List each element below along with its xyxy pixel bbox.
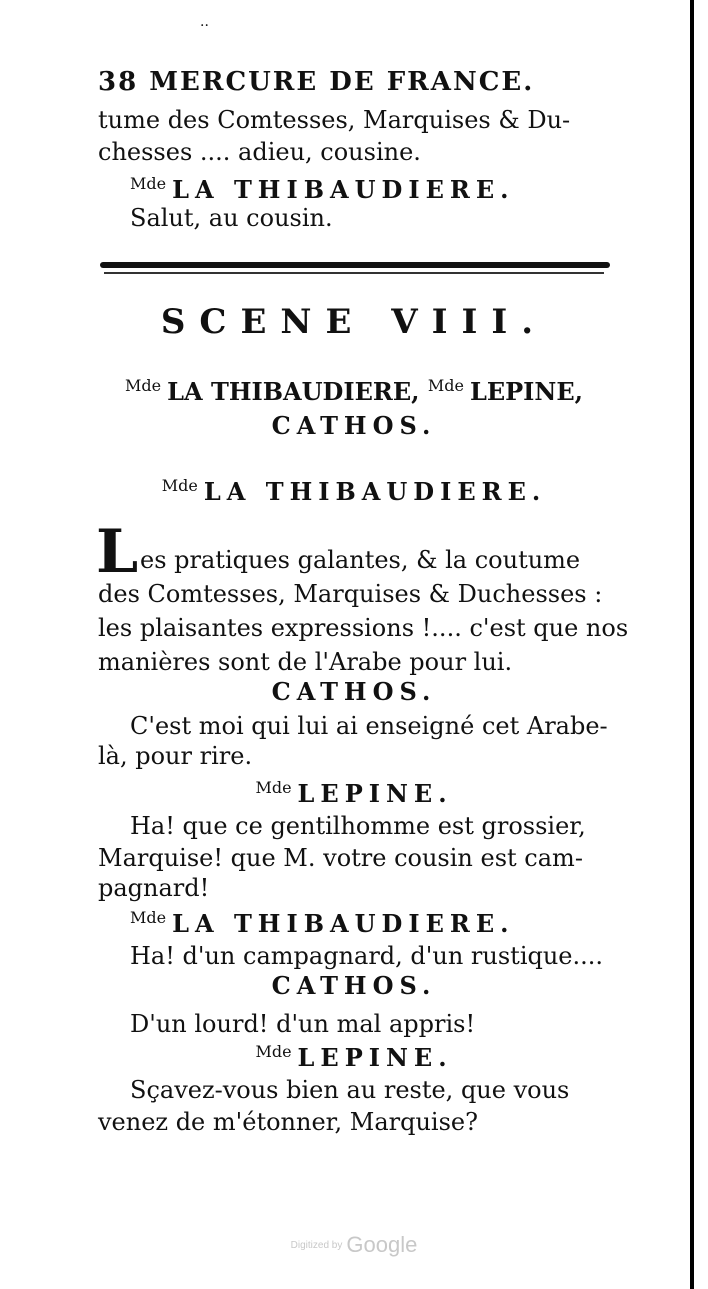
speaker-heading <box>0 774 708 808</box>
speaker-title: Mde <box>255 778 292 797</box>
speaker-heading <box>0 1038 708 1072</box>
text-line: pagnard! <box>98 874 210 902</box>
speaker-heading <box>130 170 514 204</box>
scene-title: SCENE VIII. <box>160 302 548 342</box>
speaker-title: Mde <box>161 476 198 495</box>
text-line: manières sont de l'Arabe pour lui. <box>98 648 513 676</box>
watermark-small: Digitized by <box>290 1239 343 1251</box>
speaker-title: Mde <box>130 908 167 927</box>
speaker-name: LA THIBAUDIERE. <box>172 175 515 204</box>
text-line: Ha! que ce gentilhomme est grossier, <box>130 812 586 840</box>
speaker-name: LEPINE. <box>297 1043 453 1072</box>
speaker-name: LEPINE. <box>297 779 453 808</box>
text-line: D'un lourd! d'un mal appris! <box>130 1010 476 1038</box>
speaker-heading <box>0 472 708 506</box>
google-logo: Google <box>346 1232 418 1257</box>
cast-list-line: CATHOS. <box>271 411 437 440</box>
speaker-title: Mde <box>130 174 167 193</box>
ink-specks: ·· <box>200 18 209 34</box>
ornamental-rule-thin <box>104 272 604 274</box>
text-line: Sçavez-vous bien au reste, que vous <box>130 1076 570 1104</box>
cast-title: Mde <box>125 376 162 395</box>
speaker-heading <box>130 904 514 938</box>
text-line: les plaisantes expressions !.... c'est que nos <box>98 614 629 642</box>
text-line: tume des Comtesses, Marquises & Du- <box>98 106 571 134</box>
speaker-title: Mde <box>255 1042 292 1061</box>
cast-title: Mde <box>427 376 464 395</box>
text-line: chesses .... adieu, cousine. <box>98 138 421 166</box>
speaker-heading: CATHOS. <box>271 677 437 706</box>
cast-name: LA THIBAUDIERE, <box>167 377 420 406</box>
text-line: venez de m'étonner, Marquise? <box>98 1108 478 1136</box>
running-header: 38 MERCURE DE FRANCE. <box>98 67 535 97</box>
speaker-name: LA THIBAUDIERE. <box>203 477 547 506</box>
cast-list <box>0 372 708 406</box>
text-line: là, pour rire. <box>98 742 253 770</box>
text-line: Salut, au cousin. <box>130 204 333 232</box>
speaker-name: LA THIBAUDIERE. <box>172 909 515 938</box>
text-line: C'est moi qui lui ai enseigné cet Arabe- <box>130 712 608 740</box>
text-line: Ha! d'un campagnard, d'un rustique.... <box>130 942 604 970</box>
page-edge <box>690 0 694 1289</box>
text-line: Marquise! que M. votre cousin est cam- <box>98 844 583 872</box>
text-line: des Comtesses, Marquises & Duchesses : <box>98 580 603 608</box>
speaker-heading: CATHOS. <box>271 971 437 1000</box>
text-line: es pratiques galantes, & la coutume <box>140 546 581 574</box>
digitized-watermark <box>0 1232 708 1258</box>
ornamental-rule <box>100 262 610 268</box>
drop-cap: L <box>96 517 139 587</box>
cast-name: LEPINE, <box>469 377 583 406</box>
